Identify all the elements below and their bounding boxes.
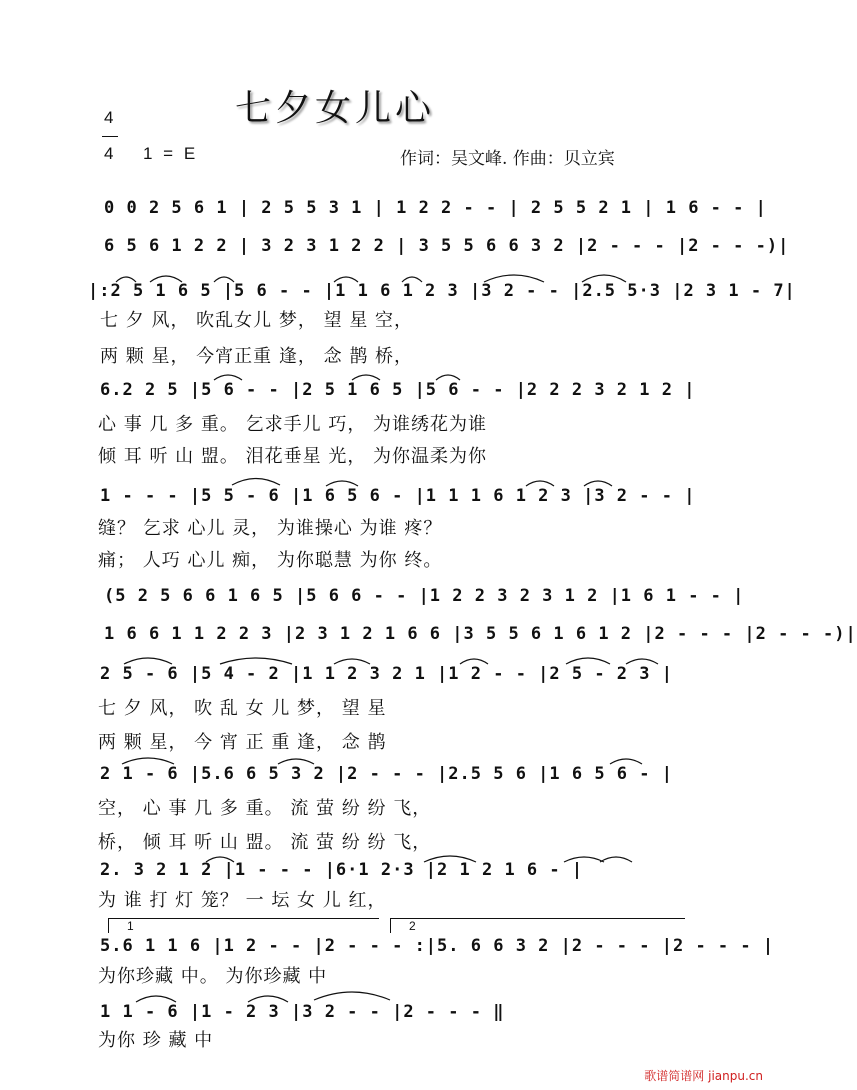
time-signature-top: 4 (104, 108, 114, 127)
second-ending-bracket (390, 918, 685, 933)
lyric-line-4a: 心 事 几 多 重。 乞求手儿 巧， 为谁绣花为谁 (98, 414, 488, 435)
lyric-line-8a: 七 夕 风， 吹 乱 女 儿 梦， 望 星 (98, 698, 387, 719)
notation-line-12: 1 1 - 6 |1 - 2 3 |3 2 - - |2 - - - ‖ (100, 1002, 505, 1022)
notation-line-7: 1 6 6 1 1 2 2 3 |2 3 1 2 1 6 6 |3 5 5 6 1 6 1 2 |2 - - - |2 - - -)| (104, 624, 857, 644)
time-signature-bottom: 4 (104, 144, 114, 163)
lyric-line-9a: 空， 心 事 几 多 重。 流 萤 纷 纷 飞， (98, 798, 432, 819)
lyric-line-5a: 缝？ 乞求 心儿 灵， 为谁操心 为谁 疼？ (98, 518, 443, 539)
credits: 作词：吴文峰. 作曲：贝立宾 (400, 149, 615, 169)
notation-line-11: 5.6 1 1 6 |1 2 - - |2 - - - :|5. 6 6 3 2 |2 - - - |2 - - - | (100, 936, 775, 956)
notation-line-8: 2 5 - 6 |5 4 - 2 |1 1 2 3 2 1 |1 2 - - |2 5 - 2 3 | (100, 664, 673, 684)
notation-line-3: |:2 5 1 6 5 |5 6 - - |1 1 6 1 2 3 |3 2 - - |2.5 5·3 |2 3 1 - 7| (88, 281, 796, 301)
slur (314, 992, 390, 1000)
lyric-line-11: 为你珍藏 中。 为你珍藏 中 (98, 966, 328, 987)
notation-line-5: 1 - - - |5 5 - 6 |1 6 5 6 - |1 1 1 6 1 2 3 |3 2 - - | (100, 486, 696, 506)
key-signature: 1 = E (143, 144, 199, 163)
second-ending-number: 2 (409, 919, 416, 933)
time-signature-divider (102, 136, 118, 137)
notation-line-2: 6 5 6 1 2 2 | 3 2 3 1 2 2 | 3 5 5 6 6 3 2 |2 - - - |2 - - -)| (104, 236, 790, 256)
watermark (644, 1067, 763, 1084)
lyric-line-3a: 七 夕 风， 吹乱女儿 梦， 望 星 空， (100, 310, 414, 331)
first-ending-bracket (108, 918, 379, 933)
first-ending-number: 1 (127, 919, 134, 933)
slur (600, 857, 632, 862)
lyric-line-12: 为你 珍 藏 中 (98, 1030, 214, 1051)
notation-line-6: (5 2 5 6 6 1 6 5 |5 6 6 - - |1 2 2 3 2 3 1 2 |1 6 1 - - | (104, 586, 745, 606)
watermark-text: 歌谱简谱网 (644, 1069, 705, 1083)
lyric-line-3b: 两 颗 星， 今宵正重 逢， 念 鹊 桥， (100, 346, 414, 367)
lyric-line-5b: 痛； 人巧 心儿 痴， 为你聪慧 为你 终。 (98, 550, 443, 571)
lyric-line-10: 为 谁 打 灯 笼？ 一 坛 女 儿 红， (98, 890, 387, 911)
notation-line-10: 2. 3 2 1 2 |1 - - - |6·1 2·3 |2 1 2 1 6 - | (100, 860, 584, 880)
slur (232, 479, 280, 486)
notation-line-9: 2 1 - 6 |5.6 6 5 3 2 |2 - - - |2.5 5 6 |1 6 5 6 - | (100, 764, 673, 784)
notation-line-1: 0 0 2 5 6 1 | 2 5 5 3 1 | 1 2 2 - - | 2 5 5 2 1 | 1 6 - - | (104, 198, 767, 218)
lyric-line-4b: 倾 耳 听 山 盟。 泪花垂星 光， 为你温柔为你 (98, 446, 488, 467)
lyric-line-8b: 两 颗 星， 今 宵 正 重 逢， 念 鹊 (98, 732, 387, 753)
notation-line-4: 6.2 2 5 |5 6 - - |2 5 1 6 5 |5 6 - - |2 2 2 3 2 1 2 | (100, 380, 696, 400)
song-title: 七夕女儿心 (235, 88, 436, 129)
watermark-site: jianpu.cn (708, 1069, 763, 1083)
lyric-line-9b: 桥， 倾 耳 听 山 盟。 流 萤 纷 纷 飞， (98, 832, 432, 853)
